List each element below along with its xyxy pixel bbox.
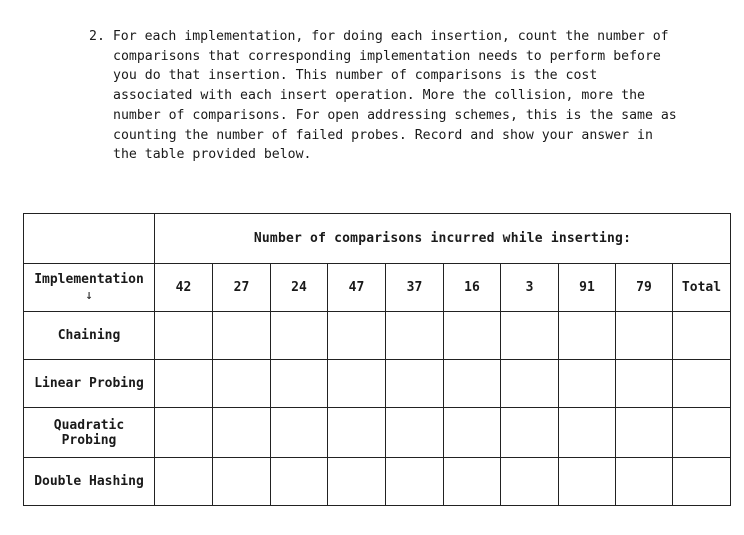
answer-cell [444,360,501,408]
answer-cell [328,458,386,506]
key-header: 24 [271,264,328,312]
total-cell [673,458,731,506]
corner-cell [24,214,155,264]
question-line: 2. For each implementation, for doing each insertion, count the number of [89,29,669,44]
answer-cell [328,408,386,458]
answer-cell [271,312,328,360]
row-header-label: Implementation [34,272,144,287]
answer-cell [559,360,616,408]
key-header: 3 [501,264,559,312]
key-header: 16 [444,264,501,312]
row-label-chaining: Chaining [24,312,155,360]
row-header-cell [24,264,155,312]
answer-cell [386,458,444,506]
row-label-double-hashing: Double Hashing [24,458,155,506]
table-caption: Number of comparisons incurred while inserting: [155,214,731,264]
answer-cell [444,408,501,458]
answer-cell [155,312,213,360]
key-header: 79 [616,264,673,312]
total-cell [673,312,731,360]
answer-cell [616,408,673,458]
row-label-quadratic-probing: Quadratic Probing [24,408,155,458]
total-header: Total [673,264,731,312]
answer-cell [559,312,616,360]
answer-cell [386,312,444,360]
answer-cell [271,408,328,458]
question-line: you do that insertion. This number of comparisons is the cost [113,68,598,84]
total-cell [673,408,731,458]
answer-cell [386,408,444,458]
answer-cell [444,312,501,360]
question-line: counting the number of failed probes. Record and show your answer in [113,127,653,143]
question-line: comparisons that corresponding implementation needs to perform before [113,48,661,64]
answer-cell [616,360,673,408]
question-line: number of comparisons. For open addressing schemes, this is the same as [113,107,677,123]
answer-cell [386,360,444,408]
question-line: the table provided below. [113,147,312,163]
answer-cell [559,458,616,506]
answer-cell [328,360,386,408]
answer-cell [155,408,213,458]
answer-cell [155,360,213,408]
answer-cell [616,458,673,506]
answer-cell [213,458,271,506]
key-header: 42 [155,264,213,312]
answer-cell [271,360,328,408]
answer-cell [501,360,559,408]
answer-cell [213,360,271,408]
comparisons-table [23,213,731,506]
answer-cell [155,458,213,506]
total-cell [673,360,731,408]
key-header: 47 [328,264,386,312]
answer-cell [501,312,559,360]
answer-cell [213,408,271,458]
answer-cell [559,408,616,458]
key-header: 91 [559,264,616,312]
answer-cell [501,458,559,506]
row-label-linear-probing: Linear Probing [24,360,155,408]
down-arrow-icon: ↓ [85,288,93,303]
answer-cell [271,458,328,506]
question-text [89,27,709,165]
key-header: 37 [386,264,444,312]
answer-cell [616,312,673,360]
question-line: associated with each insert operation. More the collision, more the [113,88,645,104]
answer-cell [444,458,501,506]
answer-cell [328,312,386,360]
answer-cell [501,408,559,458]
answer-cell [213,312,271,360]
key-header: 27 [213,264,271,312]
